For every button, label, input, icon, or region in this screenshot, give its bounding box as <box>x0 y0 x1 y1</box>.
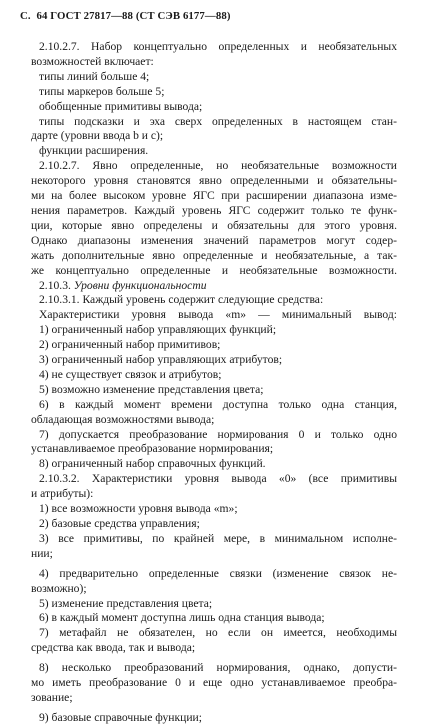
text-line: Характеристики уровня вывода «m» — минимальный вывод: <box>39 308 397 322</box>
text-line: жать дополнительные явно определенные и необязательные, а так- <box>31 248 397 262</box>
text-line: же концептуально определенные и необязательные возможности. <box>31 263 397 277</box>
text-line: 5) возможно изменение представления цвета; <box>39 382 264 396</box>
section-number: 2.10.3. <box>39 278 74 292</box>
text-line: 6) в каждый момент доступна лишь одна станция вывода; <box>39 611 325 625</box>
text-line: 2.10.3.1. Каждый уровень содержит следующие средства: <box>39 293 324 307</box>
text-line: 7) допускается преобразование нормирования 0 и только одно <box>39 427 397 441</box>
text-line: 6) в каждый момент времени доступна только одна станция, <box>39 397 397 411</box>
header-text: 64 ГОСТ 27817—88 (СТ СЭВ 6177—88) <box>36 10 231 22</box>
text-line: функции расширения. <box>39 144 149 158</box>
document-body <box>31 40 397 726</box>
text-line: 2.10.2.7. Набор концептуально определенных и необязательных <box>39 40 397 53</box>
text-line: средства как ввода, так и вывода; <box>31 641 196 655</box>
text-line: Однако диапазоны изменения значений параметров могут содер- <box>31 233 397 247</box>
text-line: ми на более высоком уровне ЯГС при расширении диапазона изме- <box>31 189 397 203</box>
text-line: ции, которые явно определены и обязательны для этого уровня. <box>31 218 397 232</box>
text-line: 4) предварительно определенные связки (изменение связок не- <box>39 566 397 580</box>
text-line: возможностей включает: <box>31 54 154 68</box>
text-line: 8) ограниченный набор справочных функций. <box>39 457 266 471</box>
text-line: 3) ограниченный набор управляющих атрибутов; <box>39 353 283 367</box>
text-line: устанавливаемое преобразование нормирования; <box>31 442 274 456</box>
header-mark: С. <box>20 10 31 22</box>
text-line: 1) все возможности уровня вывода «m»; <box>39 502 238 516</box>
text-line: типы маркеров больше 5; <box>39 84 165 98</box>
text-line: и атрибуты): <box>31 487 94 501</box>
text-line: типы подсказки и эха сверх определенных в настоящем стан- <box>39 114 397 128</box>
text-line: типы линий больше 4; <box>39 69 150 83</box>
text-line: 2.10.2.7. Явно определенные, но необязательные возможности <box>39 159 397 173</box>
text-line: нии; <box>31 546 53 560</box>
text-line: возможно); <box>31 581 87 595</box>
text-line: обладающая возможностями вывода; <box>31 412 215 426</box>
text-line: обобщенные примитивы вывода; <box>39 99 203 113</box>
text-line: зование; <box>31 690 73 704</box>
text-line: нения параметров. Каждый уровень ЯГС содержит только те функ- <box>31 203 397 217</box>
text-line: 8) несколько преобразований нормирования, однако, допусти- <box>39 661 397 675</box>
text-line: мо иметь преобразование 0 и еще одно устанавливаемое преобра- <box>31 676 397 690</box>
text-line <box>31 279 397 294</box>
text-line: 9) базовые справочные функции; <box>39 710 202 724</box>
text-line: 4) не существует связок и атрибутов; <box>39 367 222 381</box>
section-title: Уровни функциональности <box>73 278 207 292</box>
text-line: 5) изменение представления цвета; <box>39 596 213 610</box>
text-line: 1) ограниченный набор управляющих функций; <box>39 323 277 337</box>
text-line: 2) ограниченный набор примитивов; <box>39 338 221 352</box>
page-header <box>20 9 231 24</box>
text-line: дарте (уровни ввода b и с); <box>31 129 164 143</box>
text-line: 7) метафайл не обязателен, но если он имеется, необходимы <box>39 626 397 640</box>
text-line: 2) базовые средства управления; <box>39 517 200 530</box>
text-line: некоторого уровня становятся явно определенными и обязательны- <box>31 174 397 188</box>
text-line: 3) все примитивы, по крайней мере, в минимальном исполне- <box>39 531 397 545</box>
text-line: 2.10.3.2. Характеристики уровня вывода «0» (все примитивы <box>39 472 397 486</box>
